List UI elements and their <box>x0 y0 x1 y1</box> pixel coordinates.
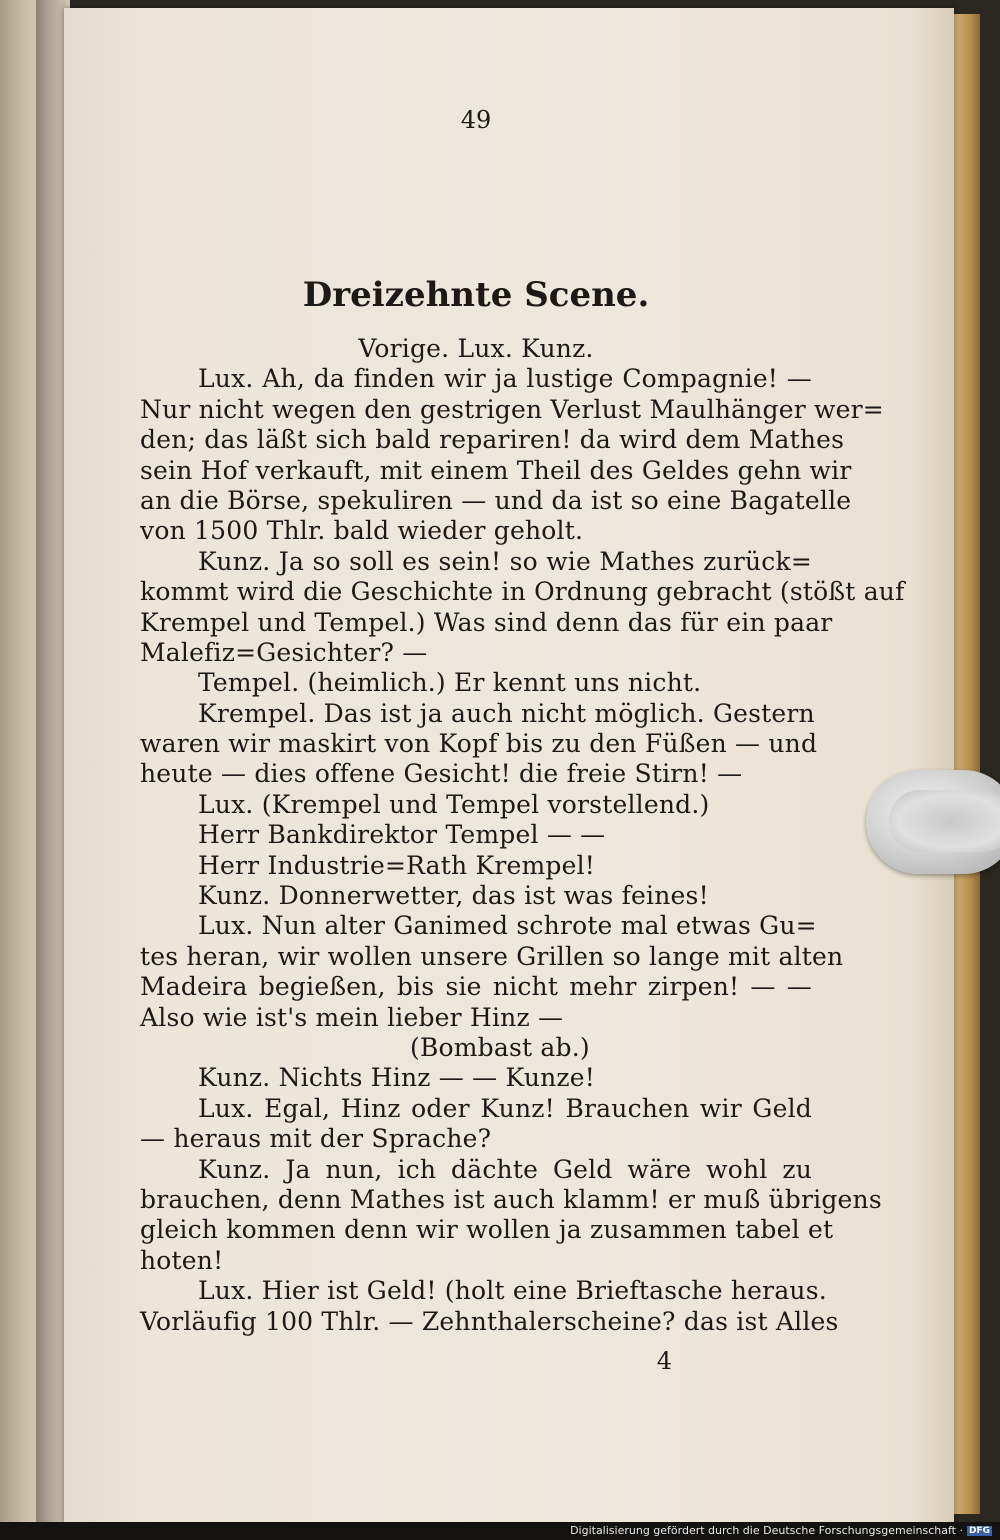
footer-credit-text: Digitalisierung gefördert durch die Deutsche Forschungsgemeinschaft · <box>570 1524 963 1537</box>
book-gutter <box>36 0 66 1540</box>
text-line: Also wie ist's mein lieber Hinz — <box>140 1002 564 1032</box>
text-line: Herr Industrie=Rath Krempel! <box>198 850 596 880</box>
text-line: Kunz. Donnerwetter, das ist was feines! <box>198 881 709 911</box>
text-line: von 1500 Thlr. bald wieder geholt. <box>140 516 584 546</box>
text-line: Krempel und Tempel.) Was sind denn das für ein paar <box>140 607 833 637</box>
text-line: Vorläufig 100 Thlr. — Zehnthalerscheine? das ist Alles <box>140 1306 839 1336</box>
text-line: Kunz. Ja nun, ich dächte Geld wäre wohl zu <box>198 1154 812 1184</box>
page-clip-inner <box>889 790 1000 852</box>
text-line: Kunz. Ja so soll es sein! so wie Mathes zurück= <box>198 546 812 576</box>
text-line: Vorige. Lux. Kunz. <box>358 334 594 363</box>
text-line: an die Börse, spekuliren — und da ist so eine Bagatelle <box>140 485 852 515</box>
dfg-logo: DFG <box>968 1526 990 1536</box>
text-line: (Bombast ab.) <box>410 1032 590 1062</box>
text-line: kommt wird die Geschichte in Ordnung gebracht (stößt auf <box>140 577 905 607</box>
text-line: Tempel. (heimlich.) Er kennt uns nicht. <box>198 668 702 698</box>
text-line: brauchen, denn Mathes ist auch klamm! er muß übrigens <box>140 1184 882 1214</box>
text-line: Madeira begießen, bis sie nicht mehr zirpen! — — <box>140 972 812 1002</box>
text-line: Lux. Ah, da finden wir ja lustige Compagnie! — <box>198 364 812 394</box>
signature-mark: 4 <box>656 1346 672 1375</box>
text-line: Kunz. Nichts Hinz — — Kunze! <box>198 1063 596 1093</box>
text-line: Lux. Egal, Hinz oder Kunz! Brauchen wir Geld <box>198 1093 812 1123</box>
text-line: Lux. Hier ist Geld! (holt eine Brieftasche heraus. <box>198 1276 827 1306</box>
scene-title: Dreizehnte Scene. <box>302 275 650 315</box>
text-line: hoten! <box>140 1245 224 1275</box>
page-content <box>140 100 905 1379</box>
text-line: sein Hof verkauft, mit einem Theil des Geldes gehn wir <box>140 455 852 485</box>
text-line: waren wir maskirt von Kopf bis zu den Füßen — und <box>140 729 818 759</box>
text-line: den; das läßt sich bald repariren! da wird dem Mathes <box>140 425 845 455</box>
text-line: Krempel. Das ist ja auch nicht möglich. Gestern <box>198 698 815 728</box>
page-number: 49 <box>460 106 492 134</box>
text-line: heute — dies offene Gesicht! die freie Stirn! — <box>140 759 743 789</box>
text-line: tes heran, wir wollen unsere Grillen so lange mit alten <box>140 941 844 971</box>
text-line: Lux. (Krempel und Tempel vorstellend.) <box>198 789 710 819</box>
text-line: Nur nicht wegen den gestrigen Verlust Maulhänger wer= <box>140 394 884 424</box>
footer-credit <box>570 1524 992 1537</box>
text-line: — heraus mit der Sprache? <box>140 1124 492 1154</box>
text-line: Lux. Nun alter Ganimed schrote mal etwas Gu= <box>198 911 817 941</box>
text-line: gleich kommen denn wir wollen ja zusammen tabel et <box>140 1215 834 1245</box>
text-line: Herr Bankdirektor Tempel — — <box>198 820 606 850</box>
text-body <box>140 334 905 1337</box>
text-line: Malefiz=Gesichter? — <box>140 637 428 667</box>
